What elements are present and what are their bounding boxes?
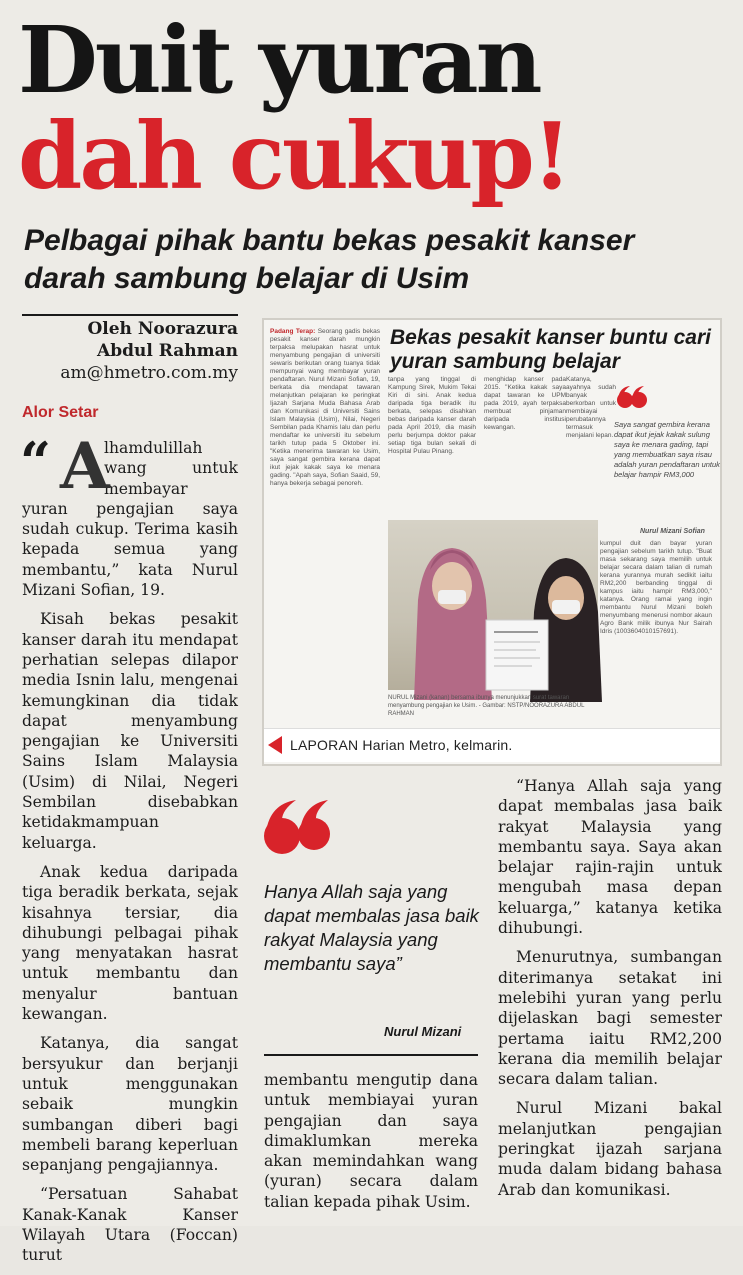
open-quote-mark: “ <box>20 430 52 494</box>
headline <box>18 6 728 210</box>
lead-text: lhamdulillah wang untuk membayar yuran pengajian saya sudah cukup. Terima kasih kepada semua yang membantu,” kata Nurul Mizani Sofian, 19. <box>22 439 238 600</box>
lead-paragraph <box>20 429 238 600</box>
red-arrow-icon <box>268 736 282 754</box>
dateline: Alor Setar <box>22 404 99 421</box>
body-paragraph: Menurutnya, sumbangan diterimanya setakat ini melebihi yuran yang perlu dijelaskan bagi semester pertama iaitu RM2,200 kerana dia memilih belajar secara dalam talian. <box>498 948 722 1089</box>
inset-dateline: Padang Terap: <box>270 328 316 335</box>
offer-letter-figure <box>484 618 550 690</box>
inset-text: Seorang gadis bekas pesakit kanser darah mungkin terpaksa melupakan hasrat untuk menyambung pengajian di universiti sewaris berikutan orang tuanya tidak mempunyai wang membayar yuran pendaftaran. Nurul Mizani Sofian, 19, berkata dia mendapat tawaran melanjutkan pelajaran ke peringkat Ijazah Sarjana Muda Bahasa Arab dan Komunikasi di Universiti Sains Islam Malaysia (Usim), Nilai, Negeri Sembilan pada Khamis lalu dan perlu mendaftar ke universiti itu sebelum tarikh tutup pada 5 Oktober ini. "Ketika menerima tawaran ke Usim, saya sangat gembira kerana dapat ikut jejak kakak saya ke menara gading. "Apah saya, Sofian Saaid, 59, hanya bekerja sebagai penoreh. <box>270 328 380 487</box>
body-paragraph: “Hanya Allah saja yang dapat membalas jasa baik rakyat Malaysia yang membantu saya. Saya akan belajar rajin-rajin untuk mengubah masa depan keluarga,” katanya ketika dihubungi. <box>498 777 722 938</box>
byline-rule <box>22 314 238 316</box>
drop-cap: A <box>60 429 110 504</box>
body-paragraph: Katanya, dia sangat bersyukur dan berjanji untuk menggunakan sebaik mungkin sumbangan diberi bagi membeli barang keperluan sepanjang pengajiannya. <box>22 1034 238 1175</box>
author-name-2: Abdul Rahman <box>97 341 238 361</box>
body-paragraph: Nurul Mizani bakal melanjutkan pengajian peringkat ijazah sarjana muda dalam bidang bahasa Arab dan komunikasi. <box>498 1099 722 1199</box>
body-paragraph: Anak kedua daripada tiga beradik berkata, sejak kisahnya tersiar, dia dihubungi pelbagai pihak yang menyatakan hasrat untuk membantu dan menyalur bantuan kewangan. <box>22 862 238 1024</box>
pull-quote-name: Nurul Mizani <box>384 1024 462 1039</box>
article-column-3 <box>498 776 722 1209</box>
author-name-1: Oleh Noorazura <box>87 319 238 339</box>
pull-quote-icon <box>262 796 332 860</box>
pull-quote: Hanya Allah saja yang dapat membalas jasa baik rakyat Malaysia yang membantu saya” <box>264 881 479 974</box>
headline-line2: dah cukup! <box>18 102 570 210</box>
headline-line1: Duit yuran <box>18 6 540 114</box>
inset-photo <box>388 520 598 690</box>
source-label: LAPORAN Harian Metro, kelmarin. <box>290 737 513 753</box>
body-paragraph: “Persatuan Sahabat Kanak-Kanak Kanser Wilayah Utara (Foccan) turut <box>22 1185 238 1265</box>
inset-photo-caption: NURUL Mizani (kanan) bersama ibunya menunjukkan surat tawaran menyambung pengajian ke Usim. - Gambar: NSTP/NOORAZURA ABDUL RAHMAN <box>388 695 585 717</box>
inset-headline: Bekas pesakit kanser buntu cari yuran sambung belajar <box>390 326 711 373</box>
article-column-2 <box>264 1070 478 1221</box>
byline <box>22 318 238 384</box>
pull-quote-rule <box>264 1054 478 1056</box>
body-paragraph: Kisah bekas pesakit kanser darah itu mendapat perhatian selepas dilapor media Isnin lalu, mengenai kemungkinan dia tidak dapat menyambung pengajian ke Universiti Sains Islam Malaysia (Usim) di Nilai, Negeri Sembilan disebabkan ketidakmampuan keluarga. <box>22 610 238 852</box>
inset-text-column: menghidap kanser pada 2015. "Ketika kakak saya dapat tawaran ke UPM pada 2019, ayah terpaksa membuat pinjaman daripada institusi kewangan. <box>484 376 566 431</box>
article-column-1 <box>20 429 238 1275</box>
author-email: am@hmetro.com.my <box>60 363 238 383</box>
inset-quote-name: Nurul Mizani Sofian <box>640 528 705 535</box>
inset-text-column: kumpul duit dan bayar yuran pengajian sebelum tarikh tutup. "Buat masa sekarang saya memilih untuk belajar secara dalam talian di rumah kerana yurannya murah sedikit iaitu RM2,200 berbanding tinggal di kampus iaitu hampir RM3,000," katanya. Orang ramai yang ingin membantu Nurul Mizani boleh menyumbang menerusi nombor akaun Agro Bank milik ibunya Nur Sairah Idris (1003604010157691). <box>600 540 712 635</box>
body-paragraph: membantu mengutip dana untuk membiayai yuran pengajian dan saya dimaklumkan mereka akan memindahkan wang (yuran) secara dalam talian kepada pihak Usim. <box>264 1071 478 1211</box>
inset-quote-icon <box>616 384 648 410</box>
inset-text-column: tanpa yang tinggal di Kampung Sirek, Mukim Tekai Kiri di sini. Anak kedua daripada tiga beradik itu berkata, selepas disahkan bebas daripada kanser darah pada April 2019, dia masih perlu berjumpa doktor pakar setiap tiga bulan sekali di Hospital Pulau Pinang. <box>388 376 476 455</box>
inset-text-column: Katanya, ayahnya sudah banyak berkorban untuk membiayai perubatannya termasuk menjalani lepan. <box>566 376 616 439</box>
subheadline: Pelbagai pihak bantu bekas pesakit kanser darah sambung belajar di Usim <box>24 224 635 295</box>
inset-quote: Saya sangat gembira kerana dapat ikut jejak kakak sulung saya ke menara gading, tapi yang membuatkan saya risau adalah yuran pendaftaran untuk belajar hampir RM3,000 <box>614 420 720 479</box>
inset-text-column <box>270 328 380 688</box>
